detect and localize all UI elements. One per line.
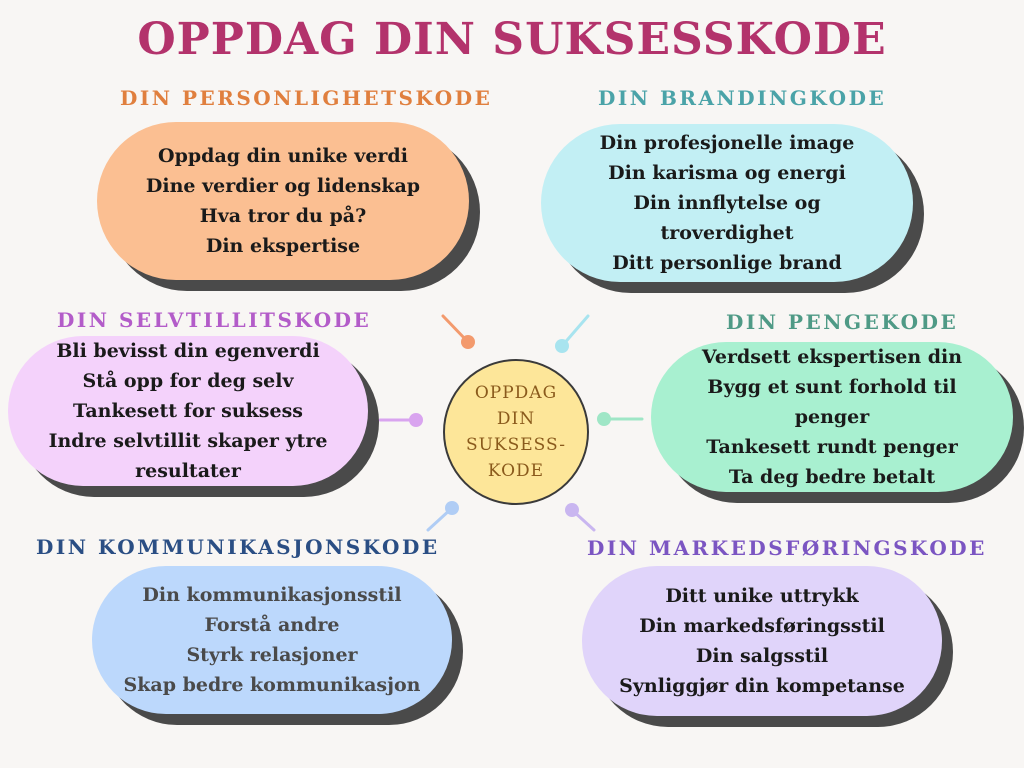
- heading-kommunikasjonskode: DIN KOMMUNIKASJONSKODE: [36, 535, 440, 559]
- list-item: Verdsett ekspertisen din: [701, 346, 963, 368]
- heading-brandingkode: DIN BRANDINGKODE: [598, 86, 887, 110]
- card-kommunikasjonskode: [92, 566, 452, 714]
- list-item: Din profesjonelle image: [599, 132, 855, 154]
- list-item: resultater: [135, 460, 241, 482]
- spoke-dot: [597, 412, 611, 426]
- spoke-dot: [555, 339, 569, 353]
- heading-selvtillitskode: DIN SELVTILLITSKODE: [57, 308, 372, 332]
- spoke-dot: [461, 335, 475, 349]
- spoke-dot: [445, 501, 459, 515]
- card-brandingkode: [541, 124, 913, 282]
- center-circle: [443, 359, 589, 505]
- center-line: KODE: [487, 461, 545, 481]
- list-item: Stå opp for deg selv: [82, 370, 294, 392]
- list-item: Ta deg bedre betalt: [728, 466, 936, 488]
- heading-personlighetskode: DIN PERSONLIGHETSKODE: [120, 86, 493, 110]
- list-item: Dine verdier og lidenskap: [145, 175, 421, 197]
- list-item: Din karisma og energi: [608, 162, 846, 184]
- list-item: Tankesett rundt penger: [706, 436, 958, 458]
- heading-pengekode: DIN PENGEKODE: [726, 310, 959, 334]
- list-item: Hva tror du på?: [199, 205, 367, 227]
- list-item: Bli bevisst din egenverdi: [56, 340, 320, 362]
- list-item: Bygg et sunt forhold til penger: [707, 376, 957, 428]
- list-item: Ditt unike uttrykk: [665, 585, 859, 607]
- card-personlighetskode: [97, 122, 469, 280]
- card-markedsforingskode: [582, 566, 942, 716]
- list-item: Synliggjør din kompetanse: [619, 675, 905, 697]
- center-line: DIN: [496, 409, 536, 429]
- list-item: Tankesett for suksess: [73, 400, 303, 422]
- list-item: Din ekspertise: [205, 235, 361, 257]
- list-item: Skap bedre kommunikasjon: [123, 674, 421, 696]
- list-item: Oppdag din unike verdi: [158, 145, 408, 167]
- spoke-dot: [409, 413, 423, 427]
- list-item: Din kommunikasjonsstil: [142, 584, 402, 606]
- list-item: Din innflytelse og troverdighet: [633, 192, 821, 244]
- spoke-dot: [565, 503, 579, 517]
- card-pengekode: [651, 342, 1013, 492]
- list-item: Styrk relasjoner: [186, 644, 358, 666]
- list-item: Din markedsføringsstil: [639, 615, 885, 637]
- list-item: Din salgsstil: [695, 645, 829, 667]
- heading-markedsforingskode: DIN MARKEDSFØRINGSKODE: [587, 536, 987, 560]
- list-item: Ditt personlige brand: [612, 252, 842, 274]
- center-line: SUKSESS-: [465, 435, 567, 455]
- card-selvtillitskode: [8, 336, 368, 486]
- list-item: Indre selvtillit skaper ytre: [48, 430, 328, 452]
- center-line: OPPDAG: [474, 383, 558, 403]
- page-title: OPPDAG DIN SUKSESSKODE: [137, 14, 887, 65]
- list-item: Forstå andre: [204, 614, 340, 636]
